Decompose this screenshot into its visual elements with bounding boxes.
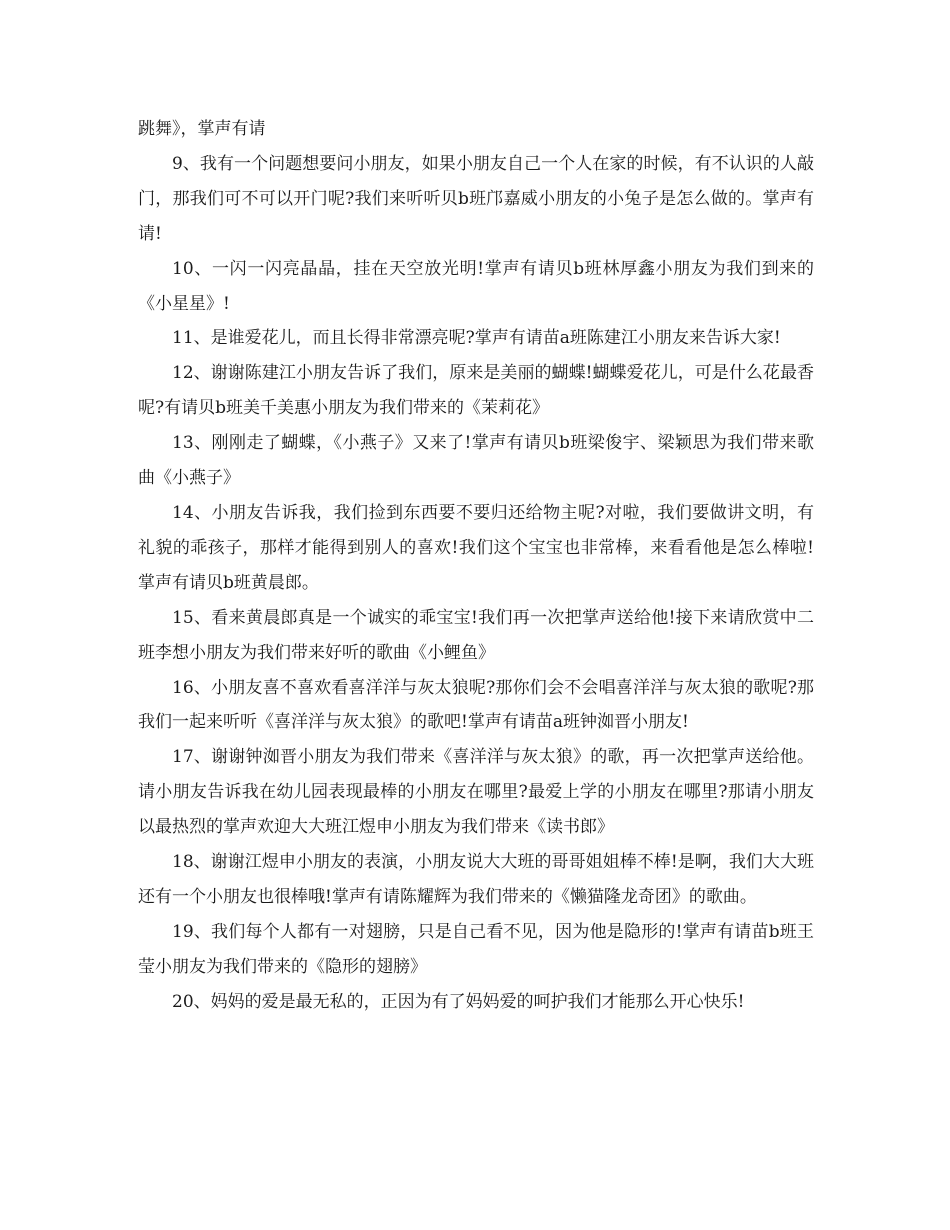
- paragraph-item-19: 19、我们每个人都有一对翅膀，只是自己看不见，因为他是隐形的!掌声有请苗b班王莹小朋友为我们带来的《隐形的翅膀》: [138, 921, 814, 977]
- paragraph-item-12: 12、谢谢陈建江小朋友告诉了我们，原来是美丽的蝴蝶!蝴蝶爱花儿，可是什么花最香呢?有请贝b班美千美惠小朋友为我们带来的《茉莉花》: [138, 363, 814, 419]
- paragraph-item-17: 17、谢谢钟洳晋小朋友为我们带来《喜洋洋与灰太狼》的歌，再一次把掌声送给他。请小朋友告诉我在幼儿园表现最棒的小朋友在哪里?最爱上学的小朋友在哪里?那请小朋友以最热烈的掌声欢迎大大班江煜申小朋友为我们带来《读书郎》: [138, 747, 814, 838]
- paragraph-item-10: 10、一闪一闪亮晶晶，挂在天空放光明!掌声有请贝b班林厚鑫小朋友为我们到来的《小星星》!: [138, 258, 814, 314]
- paragraph-item-9: 9、我有一个问题想要问小朋友，如果小朋友自己一个人在家的时候，有不认识的人敲门，那我们可不可以开门呢?我们来听听贝b班邝嘉威小朋友的小兔子是怎么做的。掌声有请!: [138, 153, 814, 244]
- paragraph-item-20: 20、妈妈的爱是最无私的，正因为有了妈妈爱的呵护我们才能那么开心快乐!: [172, 991, 745, 1012]
- paragraph-item-16: 16、小朋友喜不喜欢看喜洋洋与灰太狼呢?那你们会不会唱喜洋洋与灰太狼的歌呢?那我们一起来听听《喜洋洋与灰太狼》的歌吧!掌声有请苗a班钟洳晋小朋友!: [138, 677, 814, 733]
- paragraph-item-14: 14、小朋友告诉我，我们捡到东西要不要归还给物主呢?对啦，我们要做讲文明，有礼貌的乖孩子，那样才能得到别人的喜欢!我们这个宝宝也非常棒，来看看他是怎么棒啦!掌声有请贝b班黄晨郎。: [138, 502, 814, 593]
- paragraph-item-13: 13、刚刚走了蝴蝶，《小燕子》又来了!掌声有请贝b班梁俊宇、梁颖思为我们带来歌曲《小燕子》: [138, 433, 814, 489]
- paragraph-item-18: 18、谢谢江煜申小朋友的表演，小朋友说大大班的哥哥姐姐棒不棒!是啊，我们大大班还有一个小朋友也很棒哦!掌声有请陈耀辉为我们带来的《懒猫隆龙奇团》的歌曲。: [138, 852, 814, 907]
- document-page: [138, 112, 814, 1020]
- paragraph-continuation: 跳舞》，掌声有请: [138, 119, 266, 139]
- paragraph-item-11: 11、是谁爱花儿，而且长得非常漂亮呢?掌声有请苗a班陈建江小朋友来告诉大家!: [172, 328, 781, 349]
- paragraph-item-15: 15、看来黄晨郎真是一个诚实的乖宝宝!我们再一次把掌声送给他!接下来请欣赏中二班李想小朋友为我们带来好听的歌曲《小鲤鱼》: [138, 607, 814, 663]
